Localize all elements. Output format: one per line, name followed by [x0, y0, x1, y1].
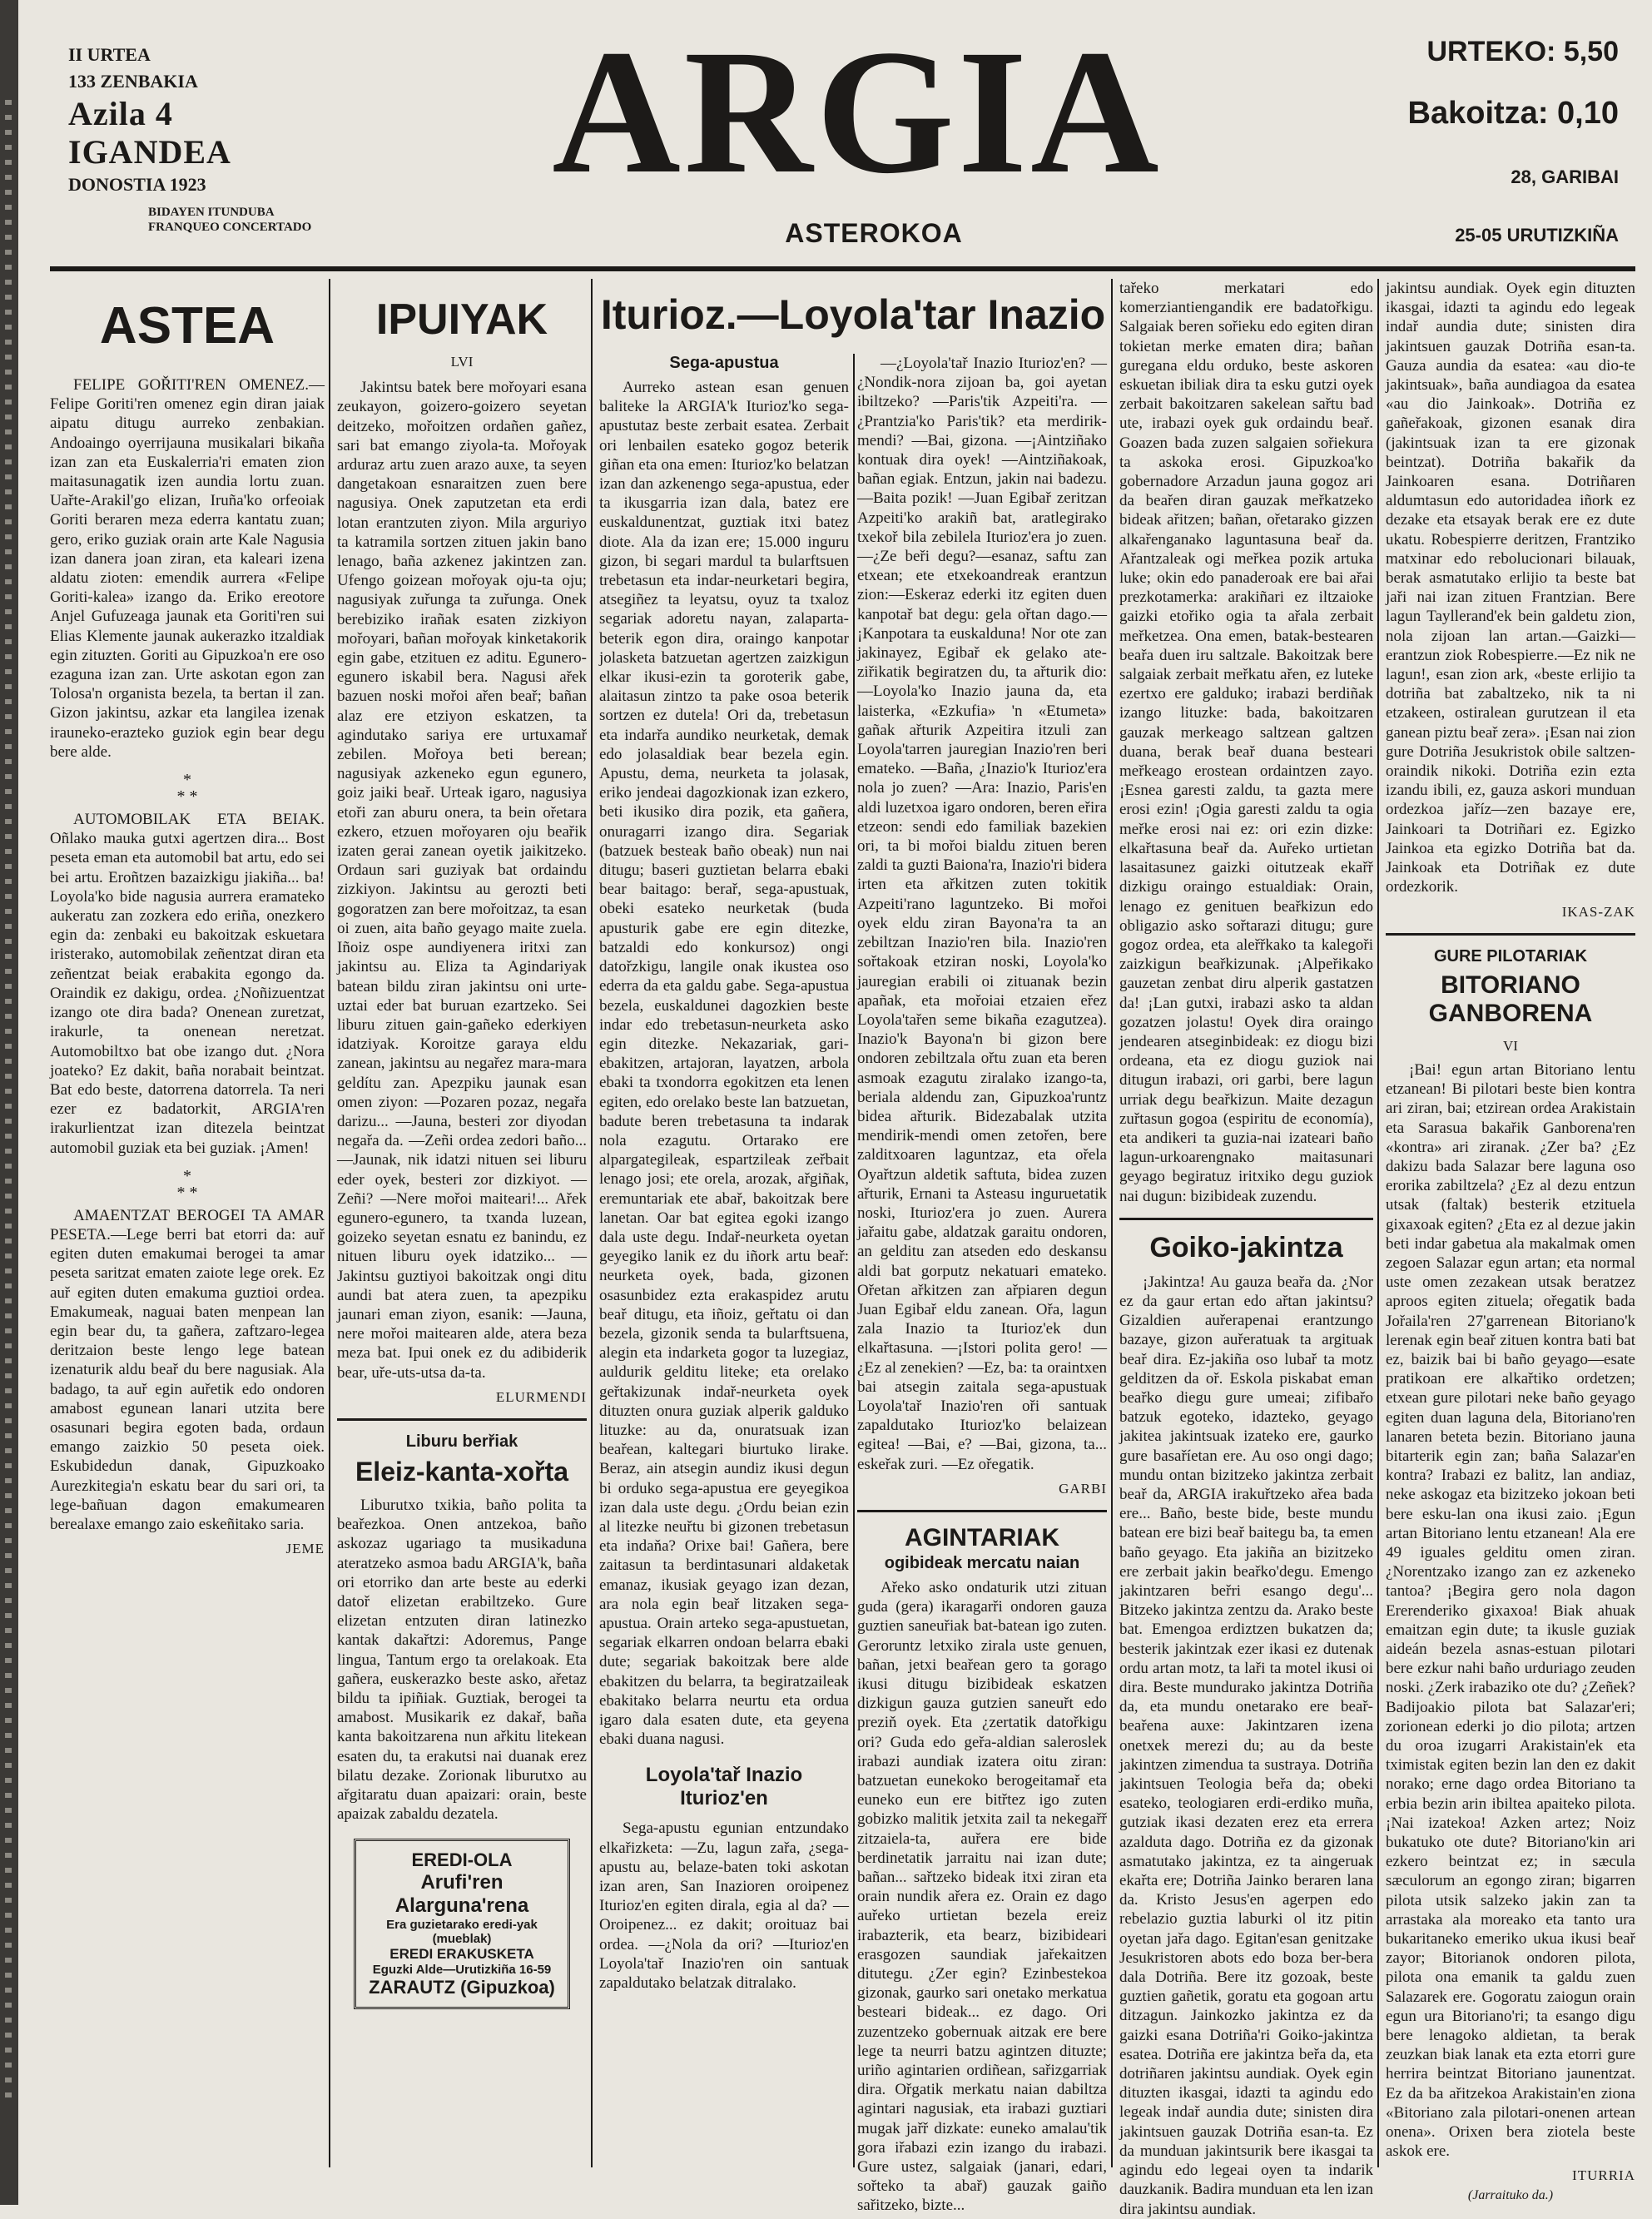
iturioz-heading-area	[595, 279, 1111, 345]
ad-owner: Arufi'ren Alarguna'rena	[394, 1871, 529, 1918]
iturioz-dialogue: —¿Loyola'tař Inazio Iturioz'en? —¿Nondik-nora zijoan ba, goi ayetan ibiltzeko? —Paris'tik Azpeiti'ra. —¿Prantzia'ko Paris'tik? eta merdirik-mendi? —Bai, gizona. —¡Aintziñako kontuak dira oyek! —Aintziñakoak, bañan egiak. Entzun, jakin nai badezu. —Baita pozik! —Juan Egibař zeritzan Azpeiti'ko arakiñ bat, aratlegirako txekoř bila zebilela Iturioz'era jo zuen.—¿Ze beři degu?—esanaz, saftu zan etxean; ete etxekoandreak erantzun zion:—Eskeraz ederki itz egiten duen kanpotař bat degu: gela ořtan dago.—¡Kanpotara ta euskalduna! Nor ote zan jakinayez, Egibař ek gelako ate-ziřikatik begiratzen du, ta ařturik dio:—Loyola'ko Inazio jauna da, eta laisterka, «Ezkufia» 'n «Etumeta» gañak ařturik Azpeitira itzuli zan Loyola'tarren jauregian Inazio'ren beri emateko. —Baña, ¿Inazio'k Iturioz'era nola jo zuen? —Ara: Inazio, Paris'en aldi luzetxoa igaro ondoren, beren eřira etzeon: sendi edo familiak bazekien ori, ta bi mořoi bialdu zituen beren zaldi ta guzti Baiona'ra, Inazio'ri bidera irten eta ařkitzen zuten tokitik Azpeiti'rano laguntzeko. Bi mořoi oyek eldu ziran Bayona'ra ta an zebiltzan Inazio'ren bila. Inazio'ren sořtakoak etziran noski, Loyola'ko jauregian erabili oi zituanak bezin apañak, eta mořoiai etzaien eřez Loyola'tařen seme bikaña ezagutzea). Inazio'k Bayona'n bi gizon bere ondoren zebiltzala ořtu zuan eta beren asmoak ezagutu ziralako izango-ta, beriala aldendu zan, Gipuzkoa'runtz bidea ařturik. Bidezabalak utzita mendirik-mendi omen zetořen, bere zalditxoaren laguntzaz, eta ořela Oyařtzun aldetik saftuta, bidea zuzen ařturik, Ernani ta Asteasu inguruetatik noski, Iturioz'era jo zuen. Aurera jařaitu gabe, aldatzak garaitu ondoren, an gelditu zan atseden edo deskansu aldi bat gorputz nekatuari emateko. Ořetan ařkitzen zan ařpiaren degun Juan Egibař eldu zanean. Ořa, lagun zala Inazio ta Iturioz'ek dun elkařtasuna. —¡Istori polita gero! —¿Ez al zenekien? —Ez, ba: ta oraintxen bai atsegin zaitala sega-apustuak Loyola'tař Inazio'ren oři santuak zapaldutako Iturioz'ko belaizean egitea! —Bai, e? —Bai, gizona, ta... eskeřak zuri. —Ez ořegatik.	[857, 355, 1107, 1473]
agintariak-continued: tařeko merkatari edo komerziantiengandik ere badatořkigu. Salgaiak beren sořieku edo egiten diran tokietan merke ematen dira; bañan guregana eldu orduko, beste askoren eskuetan ibiliak dira ta esku gutzi oyek zerbait bakoitzaren sakelean sařtu bad ute, irabazi oyek guk ordaindu beař. Goazen bada zuzen salgaien sořiekura ta askoka erosi. Gipuzkoa'ko gobernadore Arzadun jauna gogoz ari da beařen diran gauzak meřkatzeko bideak ařitzen; bañan, ořetarako gizzen alkařenganako laguntasuna beař da. Ařantzaleak ogi meřkea pozik artuka luke; okin edo panaderoak ere bai ařai prezkotamerka: arakiñari ez iltzaioke gaizki etořiko ogia ta ařala zerbait meřketzea. Ona emen, batak-bestearen beařa duen iru saltzale. Bakoitzak bere salgaiak zerbait meřkatu ařen, ez luteke ezertxo ere galduko; irabazi berdiñak izango lituzke: bada, bakoitzaren gauzak merkeago saltzean galtzen duana, berak beař duana besteari meřkeago erostean ordaintzen zayo. ¡Esnea garesti zaldu, ta gazta mere erosi ezin! ¡Ogia garesti zaldu ta ogia meřke erosi nai ez: ori ezin dizke: elkařtasuna beař da. Auřeko urtietan lasaitasunez gaizki oitutzeak ekařř dizkigu oraingo estualdiak: Orain, lenago ez genituen beařkizun edo obligazio asko sořtarazi ditugu; gure gogoz ordea, eta aleřřkako ta kalegoři zaizkigun beařkizunak. ¡Alpeřikako gauzetan zenbat diru alperik gastatzen da! ¡Lan gutxi, irabazi asko ta aldan gozatzen jolastu! Oyek dira oraingo jendearen atseginbideak: ez diogu bizi ordeana, eta ez diogu guziok nai ditugun irabazi, ori garbi, bere lagun urriak degu beařkizun. Maite dezagun zuřtasun gogoa (espiritu de economía), eta andikeri ta guzia-nai izateari baño lagun-urkoarengnako maitasunari geyago begiratuz iritxiko degu guziok nai dugun: bizibideak zuzendu.	[1119, 280, 1373, 1205]
column-6	[1386, 279, 1635, 2202]
agintariak-subtitle: ogibideak mercatu naian	[884, 1553, 1080, 1572]
separator-stars: * * *	[176, 1166, 198, 1202]
ipuiyak-number: LVI	[450, 354, 474, 370]
sega-title: Sega-apustua	[669, 354, 779, 372]
section-rule	[1386, 933, 1635, 936]
astea-title: ASTEA	[99, 297, 275, 355]
single-price: Bakoitza: 0,10	[1407, 96, 1619, 131]
binding-edge	[0, 0, 18, 2205]
astea-goriti: FELIPE GOŘITI'REN OMENEZ.—Felipe Goriti'ren omenez egin diran jaiak aipatu ditugu aurreko zenbakian. Andoaingo oyerrijauna musikalari bikaña izan zan eta Euskalerria'ri ematen zion maitasunagatik izen aundia lortu zuan. Uařte-Arakil'go elizan, Iruña'ko orfeoiak Goriti beraren meza ederra kantatu zuan; gero, eriko guziak orain arte Kale Nagusia izan danera joan ziran, eta kaleari izena aldatu zioten: emendik aurrera «Felipe Goriti-kalea» izango da. Eriko ereotore Anjel Gufuzeaga jaunak eta Goriti'ren sui Elias Klemente jaunak aukerazko itzaldiak egin zituzten. Goriti au Gipuzkoa'n ere oso ezaguna izan zan. Urte askotan egon zan Tolosa'n organista bezela, ta bertan il zan. Gizon jakintsu, azkar eta langilea izenak irauneko-erazteko guziok egin bear degu bere alde.	[50, 376, 325, 761]
phone: 25-05 URUTIZKIÑA	[1455, 225, 1619, 246]
masthead-left	[68, 42, 368, 235]
issue-weekday: IGANDEA	[68, 133, 231, 171]
iturioz-title: Iturioz.—Loyola'tar Inazio	[600, 291, 1106, 338]
column-rule	[1377, 279, 1379, 2167]
column-rule	[329, 279, 330, 2167]
goiko-continued: jakintsu aundiak. Oyek egin dituzten ikasgai, idazti ta agindu edo legeak indař aundia dute; sinisten dira jakintsuen gauzak Dotriña esan-ta. Gauza aundia da esatea: «au dio-te jakintsuak», baña aundiagoa da esatea «au dio Jainkoak». Dotriña ez gañeřakoak, gizonen esanak dira (jakintsuak izan ta ere gizonak beintzat). Dotriña bakařik da Jainkoaren esana. Dotriñaren aldumtasun edo autoridadea iñork ez dezake eta etsayak berak ere ez dute ukatu. Robespierre deritzen, Frantziko matxinar edo rebolucionari bilauak, berak asmatutako erlijio ta beste bat jaři nai izan zituen Frantzian. Bere lagun Tayllerand'ek bein galdetu zion, nola zijoan lan artan.—Gaizki—erantzun ziok Robespierre.—Ez nik ne lagun!, esan zion ark, «beste erlijio ta dotriña bat zabaltzeko, nik ta ni etzakeen, ostiralean gurutzean il eta ganean piztu beař zera». ¡Esan nai zion gure Dotriña Jesukristok obile saltzen-oraindik nikoki. Dotriña ezin ezta izandu ibili, ez, gauza askori munduan ordezkoa jaříz—zen bazaye ere, Jainkoari ta Dotriñari ez. Egizko Jainkoa eta egizko Dotriña bat da. Jainkoak eta Dotriñak ez dute ordezkorik.	[1386, 280, 1635, 896]
issue-year: II URTEA	[68, 44, 151, 65]
postal-line-1: BIDAYEN ITUNDUBA	[148, 206, 275, 219]
liburu-title: Eleiz-kanta-xořta	[355, 1456, 569, 1487]
column-rule	[1111, 279, 1113, 2167]
newspaper-subtitle: ASTEROKOA	[785, 218, 963, 248]
annual-price: URTEKO: 5,50	[1426, 36, 1619, 67]
ad-desc: Era guzietarako eredi-yak (mueblak)	[386, 1918, 538, 1947]
ipuiyak-title: IPUIYAK	[375, 295, 548, 344]
astea-amaentzat: AMAENTZAT BEROGEI TA AMAR PESETA.—Lege berri bat etorri da: auř egiten duten emakumai berogei ta amar peseta saritzat ematen zaiote lege orek. Ez auř egiten duten emakuma guztioi ordea. Emakumeak, naguai baten menpean lan egin bear du, ta gañera, zaftzaro-legea deritzaion beste lengo lege batean izenaturik aldu beař du bere nagusiak. Ala badago, ta auř egin auřetik edo ondoren amabost egunean lanari utzita bere osasunari begira egoten bada, ordaun emango zaizkio 50 peseta oiek. Eskubidedun danak, Gipuzkoako Aurezkitegia'n eskatu bear du sari ori, ta lege-bañuan dagon emakumearen berealaxe emango zaio eskeñitako saria.	[50, 1206, 325, 1533]
goiko-body: ¡Jakintza! Au gauza beařa da. ¿Nor ez da gaur ertan edo ařtan jakintsu? Gizaldien auřerapenai erantzungo bazaye, gizon auřeratuak ta argituak beař dira. Ez-jakiña oso lubař ta motz gelditzen da oř. Eskola piskabat eman beařko diegu gure umeai; zifibařo batzuk egoteko, idazteko, geyago jakitea jakintsuak izateko ere, gaurko gure basaříetan ere. Au oso ongi dago; mundu ontan bizitzeko jakintza zerbait beař da, ARGIA irakuřtzeko ařea bada ere... Baño, beste bide, beste mundu batean ere bizi beař baitegu ba, ta emen baño geyago. Eta jakiña an bizitzeko ere zerbait jakin beařko'degu. Emengo jakintzaren beřri esango degu'... Bitzeko jakintza zentzu da. Arako beste bat. Emengoa erdiztzen bukatzen da; besterik jakintzak ezer ikasi ez dutenak ordu artan motz, ta laři ta motel ikusi oi dira. Beste mundurako jakintza Dotriña da, eta mundu onetarako ere beař-beařena auxe: Jakintzaren izena onetxek merezi du; au da beste jakintzen zimendua ta sustraya. Dotriña jakintsuen Teologia beřa da; obeki esateko, teologiaren erdi-erdiko muña, gutziak ikasi dezaten erez eta errera azalduta dago. Dotriña ez da gizonak asmatutako jakintza, ez ta aingeruak ekařta ere; Dotriña Jainko beraren lana da. Kristo Jesus'en agerpen edo rebelazio guztia laburki ol itz pitin oyetan jařa dago. Egitan'esan genitzake Jesukristoren abots edo boza ber-bera dala Dotriña. Bere itz gozoak, beste guztien gañetik, goratu eta gogoan artu ditzagun. Jainkozko jakintza ez da gaizki esana Dotriña'ri Goiko-jakintza esatea. Dotriña ere jakintza beřa da, eta dotriñaren jakintsu aundiak. Oyek egin dituzten ikasgai, idazti ta agindu edo legeak indař aundia dute; sinisten dira jakintsuen gauzak Dotriña esan-ta. Ez da munduan jakintsurik bere ikasgai ta agindu edo legeai oyen ta indarik dauzkanik. Badira munduan eta len izan dira jakintsu aundiak.	[1119, 1273, 1373, 2218]
ad-box	[354, 1839, 570, 2009]
section-rule	[1119, 1218, 1373, 1220]
issue-date: Azila 4	[68, 95, 173, 132]
liburu-label: Liburu berřiak	[405, 1432, 518, 1451]
column-iturioz-left	[599, 354, 849, 2167]
section-rule	[857, 1510, 1107, 1512]
iturioz-signature: GARBI	[1059, 1480, 1107, 1497]
loyola-title: Loyola'tař Inazio Iturioz'en	[645, 1764, 803, 1810]
agintariak-title: AGINTARIAK	[904, 1523, 1060, 1551]
pilota-title: BITORIANO GANBORENA	[1428, 971, 1593, 1027]
ipuiyak-body: Jakintsu batek bere mořoyari esana zeukayon, goizero-goizero seyetan deitzeko, mořoitzen ordañen gañez, sari bat emango ziyola-ta. Mořoyak arduraz artu zuen arazo auxe, ta seyen dangetakoan esnaraitzen zuen bere nagusiya. Onek zaputzetan eta erdi lotan erantzuten ziyon. Mila arguriyo ta katramila sortzen zituen jakin bano lenago, baña azkenez jakintzen zan. Ufengo goizean mořoyak oju-ta oju; nagusiyak zuřunga ta zuřunga. Onek berebiziko irañak esaten zizkiyon mořoyari, bañan mořoyak kinketakorik egin gabe, etzituen ez aditu. Egunero-egunero iskabil bera. Nagusi ařek bazuen noski mořoi ařen beař; bañan alaz ere etziyon eskatzen, ta agindutako sariya ere urtuxamař zebilen. Mořoya beti berean; nagusiyak azkeneko egun egunero, goiz jaiki beař. Urteak igaro, nagusiya etoři zan aburu onera, ta bein ořetara ezkero, etzuen mořoyaren oju beařik izaten gerai zanean oyetik jaikitzeko. Ordaun sari guziyak bat ordaindu zizkiyon. Jakintsu au gerozti beti gogoratzen zan bere mořoitzaz, ta esan oi zuen, aita baño geyago maite zuela. Iñoiz ospe aundiyenera iritxi zan jakintsu au. Eliza ta Agindariyak batean bildu ziran jakintsu oni urte-uztai eder bat buruan ezartzeko. Sei liburu zituen gain-gañeko ederkiyen idatziyak. Koroitze garaya eldu zanean, jakintsu au negařez mara-mara geldítu zan. Apezpiku jaunak esan omen ziyon: —Pozaren pozaz, negařa darizu... —Jauna, besteri zor diyodan negařa da. —Zeñi ordea zedori baño... —Jaunak, nik idatzi nituen sei liburu eder oyek, besteri zor dizkiyot. —Zeñi? —Nere mořoi maiteari!... Ařek egunero-egunero, ta txanda luzean, goizeko seyetan esnatu ez banindu, ez nituen liburu oyek idatziko... —Jakintsu guztiyoi bakoitzak ongi ditu aundi bat atera zuen, ta apezpiku jaunari eman ziyon, esanik: —Jauna, nere mořoi maitearen alde, atera beza meza bat. Ipui onek ez du adibiderik bear, uře-uts-utsa da-ta.	[337, 379, 587, 1382]
column-iturioz-right	[857, 354, 1107, 2215]
agintariak-body: Ařeko asko ondaturik utzi zituan guda (gera) ikaragarři ondoren gauza guztien saneuřiak bat-batean igo zuten. Geroruntz letxiko zirala uste genuen, bañan, jetxi beařean gero ta gorago ikusi ditugu bizibideak eskatzen dizkigun gauza gutzien saneuřt edo preziň oyek. Eta ¿zertatik datořkigu ori? Guda edo geřa-aldian saleroslek irabazi aundiak izatera oitu ziran: batzuetan eunekoko berogeitamař eta euneko eun ere bitřtez igo zuten gobizko malitik jetxita zail ta nekegařř zitzaiela-ta, auřera ere bide berdinetatik jarraitu nai izan dute; bañan... sařtzeko bideak itxi ziran eta orain nundik ařera ez. Orain ez dago auřeko urtietan bezela ereiz irabazterik, eta bearz, bizibideari erasgozen saundiak jařekaitzen ditutegu. ¿Zer egin? Ezinbestekoa gizonak, gaurko sari onetako merkatua besteari bideak... ez dago. Ori zuzentzeko gobernuak aitzak ere bere lege ta neurri batzu agintzen dituzte; uriño agintarien ordiñean, sařizgarriak dira. Ořgatik merkatu naian dabiltza agintari nagusiak, eta irabazi guztiari mugak jařř dizkate: euneko amalau'tik gora iřabazi ezin izango du irabazi. Gure ustez, salgaiak (janari, edari, sořteko ta abař) gauzak gaiño sařitzeko, bizte...	[857, 1578, 1107, 2215]
masthead-right	[1286, 33, 1619, 246]
column-astea	[50, 279, 325, 2167]
column-ipuiyak	[337, 279, 587, 2167]
column-rule	[853, 354, 855, 2167]
column-5	[1119, 279, 1373, 2218]
ad-name: EREDI-OLA	[411, 1849, 513, 1871]
section-rule	[337, 1418, 587, 1421]
liburu-body: Liburutxo txikia, baño polita ta beařezkoa. Onen antzekoa, baño askozaz ugariago ta musikaduna ateratzeko asmoa badu ARGIA'k, baña ori etorriko dan arte beste au ederki datoř elizetan erabiltzeko. Gure elizetan entzuten diran latinezko kantak dakařtzi: Adoremus, Pange lingua, Tantum ergo ta orelakoak. Eta gañera, euskerazko beste asko, ařetaz bildu ta ipiñiak. Guztiak, berogei ta amabost. Musikarik ez dakař, baña kanta bakoitzarena nun ařkitu litekean esaten du, ta erakutsi nai duanak erez bilatu dezake. Zorionak liburutxo au ařgitaratu duan apaizari: orain, beste apaizak zabaldu dezatela.	[337, 1496, 587, 1824]
newspaper-logo: ARGIA	[552, 13, 1163, 211]
ad-showroom: EREDI ERAKUSKETA	[389, 1946, 534, 1963]
ipuiyak-signature: ELURMENDI	[495, 1388, 587, 1405]
astea-automobilak: AUTOMOBILAK ETA BEIAK. Oñlako mauka gutxi agertzen dira... Bost peseta eman eta automobil bat artu, edo sei bei artu. Eroñtzen bazaizkigu jiakiña... ba! Loyola'ko bide nagusia aurrera eramateko aukeratu zan zozkera edo eriña, onezkero egin da: zenbaki eu bakoitzak eskuetara iristerako, automobilak zeñentzat diran eta zeñentzat beiak erabakita egongo da. Oraindik ez dakigu, ordea. ¿Noñizuentzat izango ote dira bada? Onenean zuretzat, irakurle, ta onenean neretzat. Automobiltxo bat obe izango dut. ¿Nora joateko? Ez dakit, baña norabait beintzat. Bat edo beste, datorrena datorrela. Ta neri ezer ez badatorkit, ARGIA'ren irakurlientzat izan ditezela beintzat automobil guziak eta bei guziak. ¡Amen!	[50, 811, 325, 1157]
pilota-signature: ITURRIA	[1572, 2167, 1635, 2184]
postal-line-2: FRANQUEO CONCERTADO	[148, 221, 312, 234]
column-rule	[591, 279, 593, 2167]
issue-number: 133 ZENBAKIA	[68, 71, 198, 92]
astea-signature: JEME	[285, 1541, 325, 1557]
goiko-signature: IKAS-ZAK	[1561, 903, 1635, 920]
separator-stars: * * *	[176, 771, 198, 807]
binding-holes	[5, 100, 12, 2097]
ad-town: ZARAUTZ (Gipuzkoa)	[369, 1977, 555, 1998]
continued-note: (Jarraituko da.)	[1467, 2187, 1554, 2202]
sega-body: Aurreko astean esan genuen baliteke la ARGIA'k Iturioz'ko sega-apustutaz beste zerbait esatea. Zerbait ori lenbailen esateko gogoz beterik giñan eta ona emen: Iturioz'ko belatzan izan dan azkenengo sega-apustua, eder ta ikusgarria izan dala, batez ere euskaldunentzat, guztiak itxi batez diote. Ala da izan ere; 15.000 inguru gizon, bi segari mardul ta bularftsuen trebetasun eta indar-neurketari begira, atsegiñez ta leyatsu, oyuz ta txaloz segariak adoretu nayan, zalaparta-beterik egon dira, oraingo kanpotar jolasketa batzuetan agertzen zaizkigun elkar ikusi-ezin ta goroterik gabe, alaitasun zintzo ta pake osoa beterik sortzen ez dutela! Ori da, trebetasun eta indarřa aundiko neurketak, demak edo jolasaldiak bear bezela egin. Apustu, dema, neurketa ta jolasak, eriko jendeai dagozkionak izan ezkero, beti ikusiko dira pozik, eta gañera, onuragarri izango dira. Segariak (batzuek besteak baño obeak) nun nai ditugu; baseri guztietan belarra ebaki bear baitago: berař, sega-apustuak, obeki esateko neurketak (buda apusturik gabe ere egin ditezke, batzaldi edo konkursoz) ongi datořzkigu, langile onak ikustea oso ederra da eta galdu gabe. Sega-apustua bezela, euskaldunei dagozkien beste indar edo trebetasun-neurketa asko egin ditezke. Nekazariak, gari-ebakitzen, artajoran, layatzen, arbola ebaki ta txondorra egokitzen eta lenen egiten, edo orelako beste lan batzuetan, badute beren trebetasuna ta indarak nola ezagutu. Ortarako ere alpargategileak, espartzileak zeřbait lenago josi; ete orela, arozak, ařgiñak, eremuntariak ete abař, bakoitzak bere lanetan. Oar bat egitea egoki izango dala uste degu. Indař-neurketa oyetan geyegiko lanik ez du iñork artu beař: neurketa oyek, bada, gizonen osasunbidez ezta erakaspidez arutu beař ditugu, eta iñoiz, geřtatu oi dan bezela, gizonik senda ta bularftsuena, alegin eta indarketa gogor ta luzegiaz, auldurik gelditu liteke; eta orelako geřtakizunak indař-neurketa oyek dituzten onura guziak alperik galduko lituzke: au da, onuratsuak izan beařean, kaltegari biurtuko lirake. Beraz, ain atsegin aundiz ikusi degun bi orduko sega-apustua ere geyegikoa izan dala uste degu. ¿Ordu beian ezin al litezke neuřtu bi gizonen trebetasun eta indaňa? Orixe bai! Gañera, bere zaitasun ta berdintasunari aldaketak emanaz, ikusiak geyago izan dezan, ara nola egin beař litzaken sega-apustua. Orain arteko sega-apustuetan, segariak elkarren ondoan belarra ebaki dute; segariak bakoitzak bere alde ebakitzen du belarra, ta begiratzaileak ebakitako belarra neurtu eta ordua igaro dala esaten dute, eta geyena ebaki duana nagusi.	[599, 379, 849, 1749]
goiko-title: Goiko-jakintza	[1149, 1231, 1343, 1263]
issue-place: DONOSTIA 1923	[68, 174, 206, 195]
pilota-label: GURE PILOTARIAK	[1433, 946, 1588, 966]
pilota-body: ¡Bai! egun artan Bitoriano lentu etzanean! Bi pilotari beste bien kontra ari ziran, bai; etzirean ordea Arakistain eta Sarasua bakařik Ganborena'ren «kontra» ari ziranak. ¿Zer ba? ¿Ez dakizu bada Salazar bere laguna oso erorika zabiltzela? ¿Ez al dezu entzun utsak (faltak) besterik etzituela gixaxoak egiten? ¿Eta ez al dezue jakin beti indar gabetua ala makalmak omen zegoen Salazar egun artan; eta normal uste omen zezakean utsak beratzez aproos egiten zituela; ořegatik bada Jořaila'ren 27'garrenean Bitoriano'k lerenak egin beař zituen kontra bati bat ez, baizik bai bi baño geyago—esate pratikoan ere alkařtiko ordetzen; etxean gure pilotari neke baño geyago egiten duan laguna dela, Bitoriano'ren lanaren beteta bezin. Bitoriano jauna bitarterik egin zan; baña Salazar'en kontra? Irabazi ez balitz, lan andiaz, neke askogaz eta bizitzeko jokoan beti bere esku-lan ona ikusi zaio. ¡Egun artan Bitoriano lentu etzanean! Ala ere 49 iguales gelditu omen ziran. ¿Norentzako izango zan ez azkeneko tantoa? ¡Begira gero nola dagon Ererenderiko gixaxoa! Biak ahuak emaitzan egin dute; ta ikusle guziak aideán bezela asnas-estuan pilotari bere ezkur nahi baño urduriago zeuden noski. ¿Zerk irabaziko ote du? ¿Zeñek? Badijoakio pilota bat Salazar'eri; zorionean ederki jo dio pilota; artzen du oroa izugarri Arakistain'ek eta tximistak egiten bezin lan den ez dakit norako; erne dago ordea Bitoriano ta erbia bezin arin ibiltea apaiteko pilota. ¡Nai izatekoa! Azken artez; Noiz bukatuko ote dute? Bitoriano'kin ari ezkero beintzat ez; in sæcula sæculorum an egongo ziran; bigarren pilota utsik salzeko jakin zan ta arrastaka ala moreako eta tanto ura bukaritaneko emeriko ukua ikusi beař zayor; Bitorianok ondoren pilota, pilota ona emanik ta galdu zuen Salazarek ere. Gogoratu zaiogun orain egun ura Bitoriano'ri; ta esango digu bere lenagoko aldietan, ta berak zeuzkan biak lanak eta ezta etorri gure herrira beintzat Bitoriano jaunentzat. Ez da ba ařitzekoa Arakistain'en ziona «Bitoriano zala pilotari-onenen artean onena». Orixen bera ziotela beste askok ere.	[1386, 1060, 1635, 2161]
address: 28, GARIBAI	[1511, 166, 1619, 187]
loyola-body: Sega-apustu egunian entzundako elkařizketa: —Zu, lagun zařa, ¿sega-apustu au, belaze-baten toki askotan izan aren, San Inazioren oroipenez Iturioz'en egiten dirala, egia al da? —Oroipenez... ez dakit; oroituaz bai ordea. —¿Nola da ori? —Iturioz'en Loyola'tař Inazio'ren oin santuak zapaldutako belatzak ditralako.	[599, 1819, 849, 1993]
masthead-rule	[50, 266, 1635, 271]
ad-street: Eguzki Alde—Urutizkiña 16-59	[372, 1963, 552, 1978]
pilota-number: VI	[1503, 1037, 1518, 1054]
